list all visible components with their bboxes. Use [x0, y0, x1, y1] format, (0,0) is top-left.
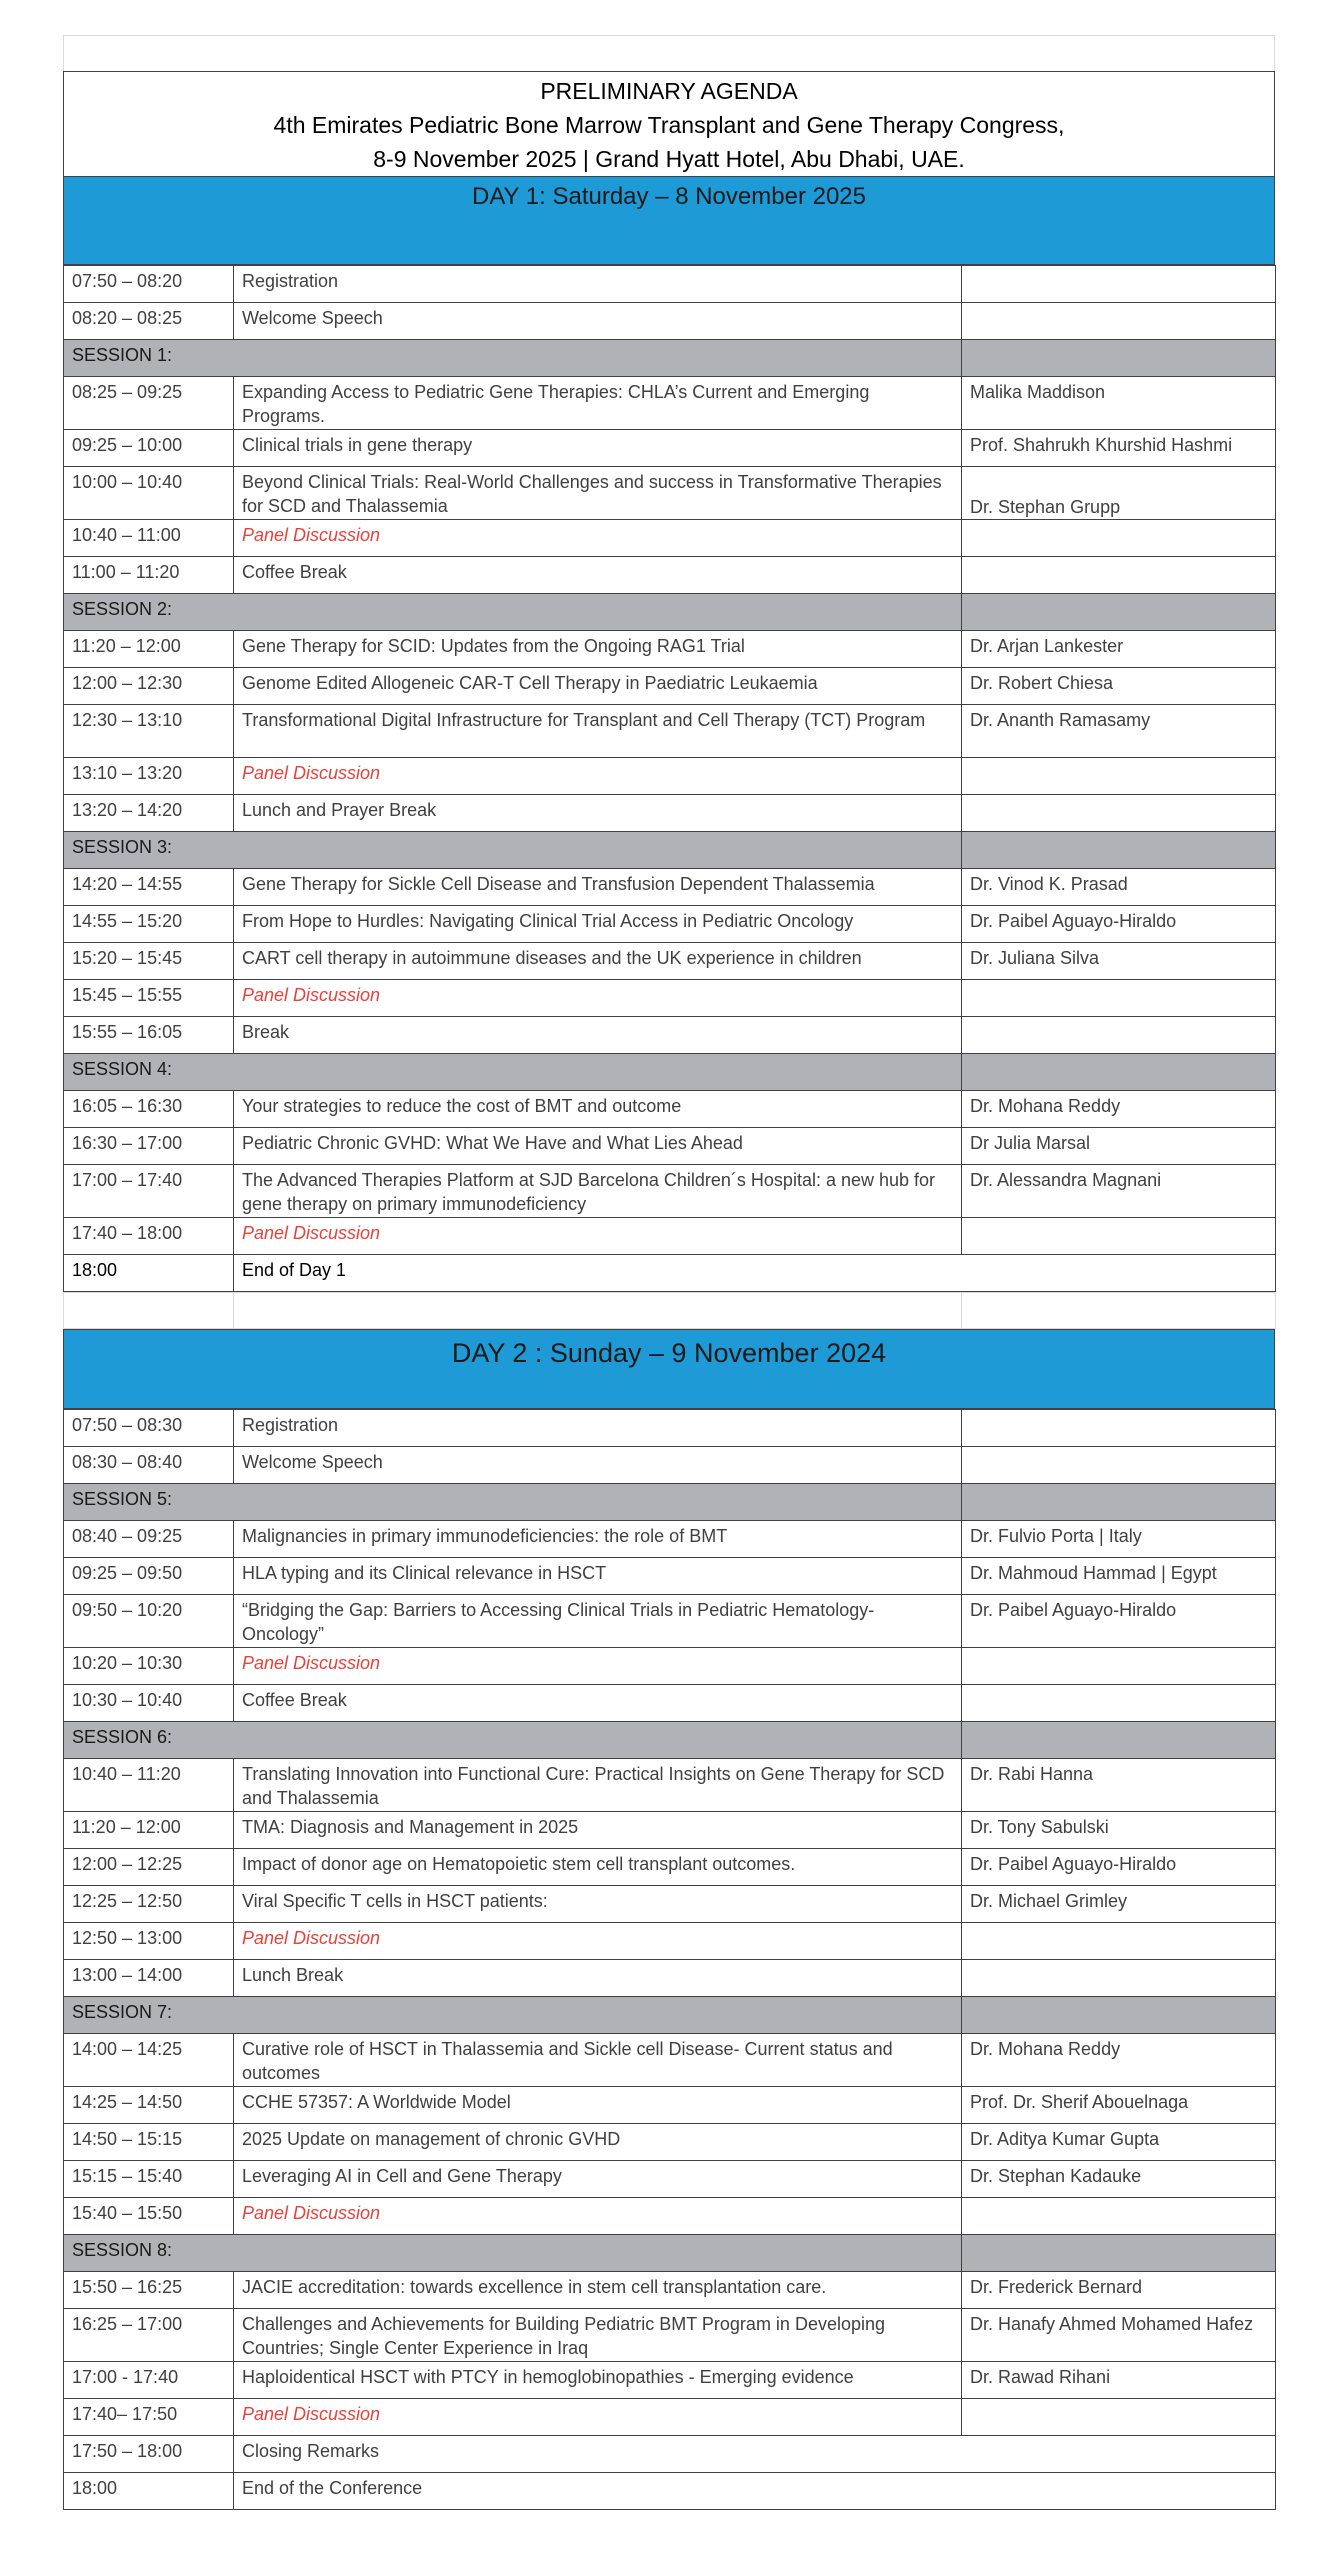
- agenda-item-row: [64, 705, 1276, 758]
- speaker-cell: [962, 1410, 1276, 1447]
- speaker-cell: Dr. Hanafy Ahmed Mohamed Hafez: [962, 2309, 1276, 2362]
- topic-cell: Viral Specific T cells in HSCT patients:: [234, 1886, 962, 1923]
- agenda-item-row: [64, 2362, 1276, 2399]
- speaker-cell: Dr. Paibel Aguayo-Hiraldo: [962, 1849, 1276, 1886]
- session-header-row: [64, 2235, 1276, 2272]
- topic-cell: Malignancies in primary immunodeficiencies: the role of BMT: [234, 1521, 962, 1558]
- topic-cell: Genome Edited Allogeneic CAR-T Cell Therapy in Paediatric Leukaemia: [234, 668, 962, 705]
- agenda-item-row: [64, 1812, 1276, 1849]
- time-cell: 08:20 – 08:25: [64, 303, 234, 340]
- speaker-cell: [962, 1685, 1276, 1722]
- time-cell: 15:15 – 15:40: [64, 2161, 234, 2198]
- closing-cell: Closing Remarks: [234, 2436, 1276, 2473]
- speaker-cell: [962, 1960, 1276, 1997]
- session-header-row: [64, 594, 1276, 631]
- agenda-item-row: [64, 2034, 1276, 2087]
- time-cell: 18:00: [64, 1255, 234, 1292]
- time-cell: 13:20 – 14:20: [64, 795, 234, 832]
- day2-banner: [63, 1329, 1275, 1409]
- panel-discussion-label: Panel Discussion: [234, 758, 962, 795]
- topic-cell: Coffee Break: [234, 1685, 962, 1722]
- speaker-cell: Dr. Rabi Hanna: [962, 1759, 1276, 1812]
- topic-cell: Your strategies to reduce the cost of BMT and outcome: [234, 1091, 962, 1128]
- time-cell: 15:20 – 15:45: [64, 943, 234, 980]
- agenda-item-row: [64, 303, 1276, 340]
- day1-schedule-table: [63, 265, 1276, 1292]
- time-cell: 13:10 – 13:20: [64, 758, 234, 795]
- session-blank-cell: [962, 1722, 1276, 1759]
- topic-cell: TMA: Diagnosis and Management in 2025: [234, 1812, 962, 1849]
- speaker-cell: [962, 980, 1276, 1017]
- topic-cell: Leveraging AI in Cell and Gene Therapy: [234, 2161, 962, 2198]
- closing-row: [64, 2473, 1276, 2510]
- agenda-item-row: [64, 377, 1276, 430]
- time-cell: 11:20 – 12:00: [64, 631, 234, 668]
- panel-discussion-row: [64, 758, 1276, 795]
- session-blank-cell: [962, 1997, 1276, 2034]
- speaker-cell: [962, 1218, 1276, 1255]
- time-cell: 17:00 - 17:40: [64, 2362, 234, 2399]
- session-header-row: [64, 1484, 1276, 1521]
- time-cell: 10:30 – 10:40: [64, 1685, 234, 1722]
- agenda-item-row: [64, 2309, 1276, 2362]
- panel-discussion-label: Panel Discussion: [234, 2198, 962, 2235]
- speaker-cell: [962, 1447, 1276, 1484]
- speaker-cell: Dr. Mohana Reddy: [962, 2034, 1276, 2087]
- topic-cell: Break: [234, 1017, 962, 1054]
- session-label: SESSION 3:: [64, 832, 962, 869]
- time-cell: 17:40 – 18:00: [64, 1218, 234, 1255]
- agenda-item-row: [64, 266, 1276, 303]
- topic-cell: 2025 Update on management of chronic GVHD: [234, 2124, 962, 2161]
- time-cell: 11:20 – 12:00: [64, 1812, 234, 1849]
- panel-discussion-row: [64, 520, 1276, 557]
- top-blank-row: [63, 35, 1275, 71]
- agenda-item-row: [64, 1091, 1276, 1128]
- panel-discussion-label: Panel Discussion: [234, 1218, 962, 1255]
- speaker-cell: [962, 520, 1276, 557]
- speaker-cell: Dr. Rawad Rihani: [962, 2362, 1276, 2399]
- speaker-cell: Dr. Michael Grimley: [962, 1886, 1276, 1923]
- time-cell: 18:00: [64, 2473, 234, 2510]
- agenda-item-row: [64, 1886, 1276, 1923]
- agenda-item-row: [64, 1017, 1276, 1054]
- time-cell: 17:00 – 17:40: [64, 1165, 234, 1218]
- closing-cell: End of the Conference: [234, 2473, 1276, 2510]
- topic-cell: Coffee Break: [234, 557, 962, 594]
- agenda-item-row: [64, 2087, 1276, 2124]
- topic-cell: Gene Therapy for Sickle Cell Disease and Transfusion Dependent Thalassemia: [234, 869, 962, 906]
- topic-cell: Curative role of HSCT in Thalassemia and Sickle cell Disease- Current status and outcomes: [234, 2034, 962, 2087]
- speaker-cell: Dr. Frederick Bernard: [962, 2272, 1276, 2309]
- session-blank-cell: [962, 1054, 1276, 1091]
- agenda-item-row: [64, 2272, 1276, 2309]
- time-cell: 12:30 – 13:10: [64, 705, 234, 758]
- speaker-cell: Prof. Dr. Sherif Abouelnaga: [962, 2087, 1276, 2124]
- agenda-item-row: [64, 1128, 1276, 1165]
- speaker-cell: Dr. Arjan Lankester: [962, 631, 1276, 668]
- agenda-item-row: [64, 1521, 1276, 1558]
- session-blank-cell: [962, 2235, 1276, 2272]
- panel-discussion-label: Panel Discussion: [234, 1923, 962, 1960]
- time-cell: 10:40 – 11:20: [64, 1759, 234, 1812]
- time-cell: 16:30 – 17:00: [64, 1128, 234, 1165]
- time-cell: 10:20 – 10:30: [64, 1648, 234, 1685]
- topic-cell: The Advanced Therapies Platform at SJD Barcelona Children´s Hospital: a new hub for gene therapy on primary immunodeficiency: [234, 1165, 962, 1218]
- time-cell: 10:40 – 11:00: [64, 520, 234, 557]
- panel-discussion-label: Panel Discussion: [234, 1648, 962, 1685]
- topic-cell: Haploidentical HSCT with PTCY in hemoglobinopathies - Emerging evidence: [234, 2362, 962, 2399]
- speaker-cell: Dr. Fulvio Porta | Italy: [962, 1521, 1276, 1558]
- agenda-item-row: [64, 943, 1276, 980]
- panel-discussion-row: [64, 1218, 1276, 1255]
- topic-cell: From Hope to Hurdles: Navigating Clinical Trial Access in Pediatric Oncology: [234, 906, 962, 943]
- time-cell: 12:00 – 12:30: [64, 668, 234, 705]
- time-cell: 14:00 – 14:25: [64, 2034, 234, 2087]
- panel-discussion-label: Panel Discussion: [234, 2399, 962, 2436]
- speaker-cell: Dr. Juliana Silva: [962, 943, 1276, 980]
- time-cell: 12:50 – 13:00: [64, 1923, 234, 1960]
- agenda-heading: PRELIMINARY AGENDA: [540, 78, 798, 104]
- session-header-row: [64, 1997, 1276, 2034]
- topic-cell: Lunch Break: [234, 1960, 962, 1997]
- agenda-item-row: [64, 795, 1276, 832]
- time-cell: 12:00 – 12:25: [64, 1849, 234, 1886]
- time-cell: 15:40 – 15:50: [64, 2198, 234, 2235]
- speaker-cell: Dr. Stephan Grupp: [962, 467, 1276, 520]
- panel-discussion-row: [64, 2198, 1276, 2235]
- agenda-item-row: [64, 557, 1276, 594]
- session-blank-cell: [962, 1484, 1276, 1521]
- agenda-item-row: [64, 1558, 1276, 1595]
- session-label: SESSION 8:: [64, 2235, 962, 2272]
- agenda-item-row: [64, 1410, 1276, 1447]
- speaker-cell: [962, 1017, 1276, 1054]
- panel-discussion-row: [64, 1923, 1276, 1960]
- topic-cell: Impact of donor age on Hematopoietic stem cell transplant outcomes.: [234, 1849, 962, 1886]
- topic-cell: Translating Innovation into Functional Cure: Practical Insights on Gene Therapy for SCD and Thalassemia: [234, 1759, 962, 1812]
- speaker-cell: Dr. Aditya Kumar Gupta: [962, 2124, 1276, 2161]
- day2-title: DAY 2 : Sunday – 9 November 2024: [451, 1338, 887, 1368]
- time-cell: 14:55 – 15:20: [64, 906, 234, 943]
- time-cell: 10:00 – 10:40: [64, 467, 234, 520]
- time-cell: 15:50 – 16:25: [64, 2272, 234, 2309]
- time-cell: 16:05 – 16:30: [64, 1091, 234, 1128]
- spacer-table: [63, 1292, 1276, 1329]
- time-cell: 14:25 – 14:50: [64, 2087, 234, 2124]
- agenda-item-row: [64, 1165, 1276, 1218]
- speaker-cell: [962, 2198, 1276, 2235]
- speaker-cell: [962, 266, 1276, 303]
- speaker-cell: Dr. Mahmoud Hammad | Egypt: [962, 1558, 1276, 1595]
- agenda-item-row: [64, 631, 1276, 668]
- time-cell: 07:50 – 08:30: [64, 1410, 234, 1447]
- speaker-cell: [962, 2399, 1276, 2436]
- panel-discussion-row: [64, 980, 1276, 1017]
- speaker-cell: Prof. Shahrukh Khurshid Hashmi: [962, 430, 1276, 467]
- spacer-row: [64, 1293, 1276, 1329]
- congress-name: 4th Emirates Pediatric Bone Marrow Transplant and Gene Therapy Congress,: [273, 112, 1065, 138]
- speaker-cell: Dr. Robert Chiesa: [962, 668, 1276, 705]
- agenda-item-row: [64, 467, 1276, 520]
- panel-discussion-row: [64, 2399, 1276, 2436]
- time-cell: 12:25 – 12:50: [64, 1886, 234, 1923]
- speaker-cell: Dr. Vinod K. Prasad: [962, 869, 1276, 906]
- topic-cell: Lunch and Prayer Break: [234, 795, 962, 832]
- topic-cell: Transformational Digital Infrastructure for Transplant and Cell Therapy (TCT) Program: [234, 705, 962, 758]
- congress-date-venue: 8-9 November 2025 | Grand Hyatt Hotel, Abu Dhabi, UAE.: [373, 146, 965, 172]
- session-header-row: [64, 340, 1276, 377]
- agenda-item-row: [64, 1849, 1276, 1886]
- session-label: SESSION 7:: [64, 1997, 962, 2034]
- session-label: SESSION 2:: [64, 594, 962, 631]
- time-cell: 14:50 – 15:15: [64, 2124, 234, 2161]
- agenda-item-row: [64, 1595, 1276, 1648]
- session-label: SESSION 4:: [64, 1054, 962, 1091]
- topic-cell: JACIE accreditation: towards excellence in stem cell transplantation care.: [234, 2272, 962, 2309]
- speaker-cell: [962, 1648, 1276, 1685]
- topic-cell: Expanding Access to Pediatric Gene Therapies: CHLA’s Current and Emerging Programs.: [234, 377, 962, 430]
- time-cell: 08:25 – 09:25: [64, 377, 234, 430]
- speaker-cell: Dr. Mohana Reddy: [962, 1091, 1276, 1128]
- agenda-item-row: [64, 1759, 1276, 1812]
- session-header-row: [64, 1054, 1276, 1091]
- panel-discussion-label: Panel Discussion: [234, 520, 962, 557]
- agenda-page: [63, 35, 1275, 2510]
- agenda-item-row: [64, 1685, 1276, 1722]
- speaker-cell: Dr. Stephan Kadauke: [962, 2161, 1276, 2198]
- session-header-row: [64, 832, 1276, 869]
- speaker-cell: [962, 557, 1276, 594]
- day1-banner: [63, 177, 1275, 265]
- session-blank-cell: [962, 832, 1276, 869]
- agenda-item-row: [64, 2161, 1276, 2198]
- speaker-cell: [962, 758, 1276, 795]
- agenda-title-box: [63, 71, 1275, 177]
- time-cell: 16:25 – 17:00: [64, 2309, 234, 2362]
- topic-cell: Welcome Speech: [234, 1447, 962, 1484]
- speaker-cell: [962, 303, 1276, 340]
- agenda-item-row: [64, 1960, 1276, 1997]
- topic-cell: Challenges and Achievements for Building Pediatric BMT Program in Developing Countries; Single Center Experience in Iraq: [234, 2309, 962, 2362]
- time-cell: 17:40– 17:50: [64, 2399, 234, 2436]
- topic-cell: Gene Therapy for SCID: Updates from the Ongoing RAG1 Trial: [234, 631, 962, 668]
- time-cell: 15:45 – 15:55: [64, 980, 234, 1017]
- closing-cell: End of Day 1: [234, 1255, 1276, 1292]
- panel-discussion-row: [64, 1648, 1276, 1685]
- agenda-item-row: [64, 869, 1276, 906]
- agenda-item-row: [64, 906, 1276, 943]
- agenda-item-row: [64, 668, 1276, 705]
- time-cell: 14:20 – 14:55: [64, 869, 234, 906]
- topic-cell: Pediatric Chronic GVHD: What We Have and What Lies Ahead: [234, 1128, 962, 1165]
- panel-discussion-label: Panel Discussion: [234, 980, 962, 1017]
- time-cell: 11:00 – 11:20: [64, 557, 234, 594]
- agenda-item-row: [64, 2124, 1276, 2161]
- session-label: SESSION 6:: [64, 1722, 962, 1759]
- speaker-cell: Dr Julia Marsal: [962, 1128, 1276, 1165]
- topic-cell: “Bridging the Gap: Barriers to Accessing Clinical Trials in Pediatric Hematology-Oncology”: [234, 1595, 962, 1648]
- time-cell: 07:50 – 08:20: [64, 266, 234, 303]
- topic-cell: CART cell therapy in autoimmune diseases and the UK experience in children: [234, 943, 962, 980]
- speaker-cell: Dr. Alessandra Magnani: [962, 1165, 1276, 1218]
- closing-row: [64, 1255, 1276, 1292]
- closing-row: [64, 2436, 1276, 2473]
- session-label: SESSION 1:: [64, 340, 962, 377]
- session-blank-cell: [962, 594, 1276, 631]
- speaker-cell: Dr. Ananth Ramasamy: [962, 705, 1276, 758]
- time-cell: 09:25 – 10:00: [64, 430, 234, 467]
- topic-cell: CCHE 57357: A Worldwide Model: [234, 2087, 962, 2124]
- topic-cell: Welcome Speech: [234, 303, 962, 340]
- session-header-row: [64, 1722, 1276, 1759]
- day1-title: DAY 1: Saturday – 8 November 2025: [471, 183, 866, 210]
- day2-schedule-table: [63, 1409, 1276, 2510]
- speaker-cell: [962, 795, 1276, 832]
- speaker-cell: Dr. Paibel Aguayo-Hiraldo: [962, 906, 1276, 943]
- time-cell: 15:55 – 16:05: [64, 1017, 234, 1054]
- agenda-item-row: [64, 430, 1276, 467]
- time-cell: 08:30 – 08:40: [64, 1447, 234, 1484]
- topic-cell: Registration: [234, 1410, 962, 1447]
- speaker-cell: Dr. Tony Sabulski: [962, 1812, 1276, 1849]
- topic-cell: Beyond Clinical Trials: Real-World Challenges and success in Transformative Therapies for SCD and Thalassemia: [234, 467, 962, 520]
- time-cell: 13:00 – 14:00: [64, 1960, 234, 1997]
- agenda-item-row: [64, 1447, 1276, 1484]
- speaker-cell: Malika Maddison: [962, 377, 1276, 430]
- speaker-cell: [962, 1923, 1276, 1960]
- speaker-cell: Dr. Paibel Aguayo-Hiraldo: [962, 1595, 1276, 1648]
- session-blank-cell: [962, 340, 1276, 377]
- topic-cell: Clinical trials in gene therapy: [234, 430, 962, 467]
- time-cell: 08:40 – 09:25: [64, 1521, 234, 1558]
- time-cell: 17:50 – 18:00: [64, 2436, 234, 2473]
- time-cell: 09:50 – 10:20: [64, 1595, 234, 1648]
- topic-cell: HLA typing and its Clinical relevance in HSCT: [234, 1558, 962, 1595]
- session-label: SESSION 5:: [64, 1484, 962, 1521]
- topic-cell: Registration: [234, 266, 962, 303]
- time-cell: 09:25 – 09:50: [64, 1558, 234, 1595]
